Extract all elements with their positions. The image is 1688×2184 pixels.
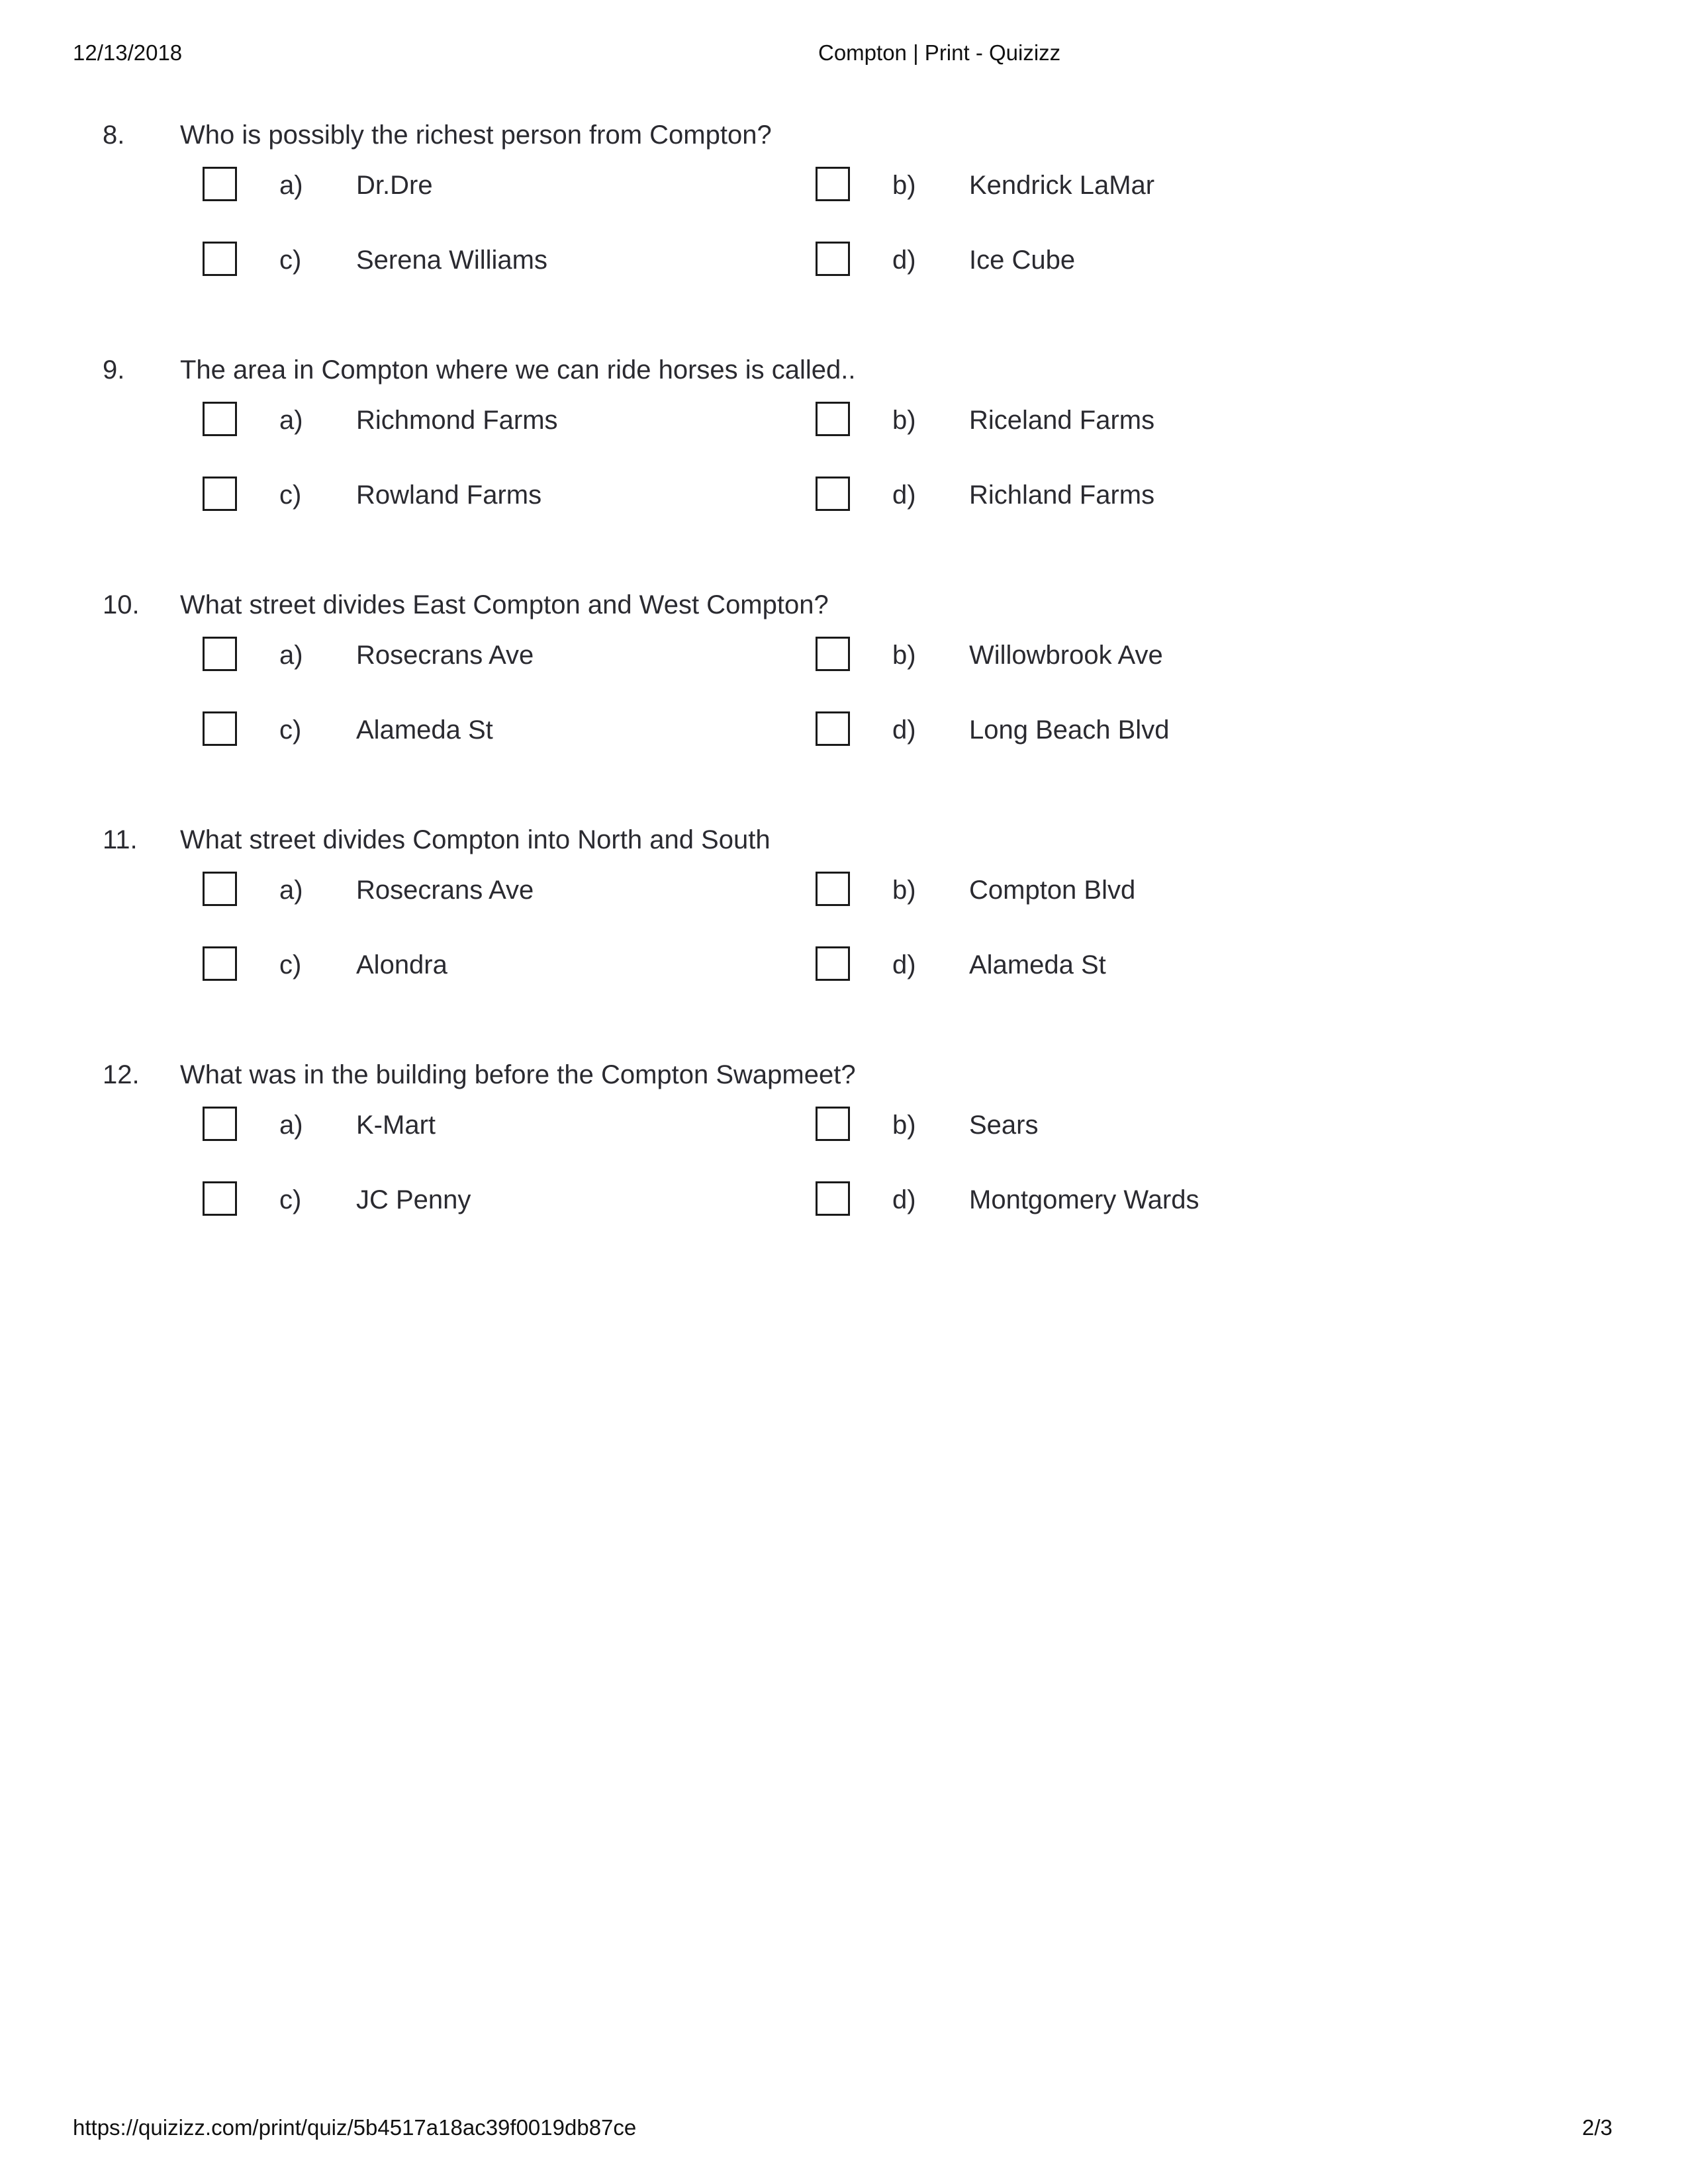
option-letter: b) bbox=[892, 876, 916, 905]
question-11 bbox=[0, 824, 1688, 1023]
option-letter: d) bbox=[892, 480, 916, 510]
option-checkbox[interactable] bbox=[203, 946, 237, 981]
option-text: Alondra bbox=[356, 950, 447, 979]
page-number: 2/3 bbox=[1582, 2115, 1613, 2140]
option-checkbox[interactable] bbox=[816, 1107, 850, 1141]
option-checkbox[interactable] bbox=[203, 1107, 237, 1141]
option-text: Richmond Farms bbox=[356, 406, 558, 435]
print-date: 12/13/2018 bbox=[73, 40, 183, 65]
question-number: 9. bbox=[103, 355, 125, 385]
option-letter: d) bbox=[892, 1185, 916, 1214]
option-text: Serena Williams bbox=[356, 246, 547, 275]
option-letter: d) bbox=[892, 246, 916, 275]
option-checkbox[interactable] bbox=[203, 711, 237, 746]
question-9 bbox=[0, 354, 1688, 553]
question-number: 12. bbox=[103, 1060, 140, 1089]
option-checkbox[interactable] bbox=[203, 637, 237, 671]
question-10 bbox=[0, 589, 1688, 788]
option-checkbox[interactable] bbox=[816, 1181, 850, 1216]
question-text: What was in the building before the Compton Swapmeet? bbox=[180, 1060, 856, 1089]
question-number: 11. bbox=[103, 825, 138, 854]
option-letter: d) bbox=[892, 950, 916, 979]
option-checkbox[interactable] bbox=[816, 637, 850, 671]
option-text: Alameda St bbox=[969, 950, 1106, 979]
option-letter: c) bbox=[279, 950, 302, 979]
option-checkbox[interactable] bbox=[816, 402, 850, 436]
option-letter: c) bbox=[279, 715, 302, 745]
option-text: Riceland Farms bbox=[969, 406, 1155, 435]
option-letter: a) bbox=[279, 1111, 303, 1140]
option-text: Willowbrook Ave bbox=[969, 641, 1163, 670]
option-text: Long Beach Blvd bbox=[969, 715, 1170, 745]
option-checkbox[interactable] bbox=[203, 402, 237, 436]
page-title: Compton | Print - Quizizz bbox=[818, 40, 1061, 65]
option-checkbox[interactable] bbox=[203, 477, 237, 511]
option-text: Sears bbox=[969, 1111, 1039, 1140]
option-checkbox[interactable] bbox=[816, 711, 850, 746]
option-letter: c) bbox=[279, 480, 302, 510]
option-letter: a) bbox=[279, 406, 303, 435]
option-text: Alameda St bbox=[356, 715, 493, 745]
option-letter: b) bbox=[892, 641, 916, 670]
question-8 bbox=[0, 119, 1688, 318]
question-text: What street divides East Compton and West Compton? bbox=[180, 590, 829, 619]
question-text: Who is possibly the richest person from Compton? bbox=[180, 120, 772, 150]
option-letter: d) bbox=[892, 715, 916, 745]
option-checkbox[interactable] bbox=[203, 1181, 237, 1216]
option-letter: b) bbox=[892, 1111, 916, 1140]
option-checkbox[interactable] bbox=[203, 242, 237, 276]
option-text: K-Mart bbox=[356, 1111, 436, 1140]
option-checkbox[interactable] bbox=[816, 242, 850, 276]
option-letter: a) bbox=[279, 641, 303, 670]
option-checkbox[interactable] bbox=[816, 167, 850, 201]
question-number: 8. bbox=[103, 120, 125, 150]
question-number: 10. bbox=[103, 590, 140, 619]
question-text: The area in Compton where we can ride horses is called.. bbox=[180, 355, 856, 385]
option-text: Montgomery Wards bbox=[969, 1185, 1199, 1214]
option-letter: c) bbox=[279, 246, 302, 275]
option-checkbox[interactable] bbox=[203, 872, 237, 906]
option-text: Richland Farms bbox=[969, 480, 1155, 510]
option-text: Dr.Dre bbox=[356, 171, 433, 200]
option-text: Rowland Farms bbox=[356, 480, 542, 510]
option-checkbox[interactable] bbox=[816, 477, 850, 511]
option-letter: c) bbox=[279, 1185, 302, 1214]
question-text: What street divides Compton into North and South bbox=[180, 825, 771, 854]
option-checkbox[interactable] bbox=[816, 872, 850, 906]
option-text: Compton Blvd bbox=[969, 876, 1136, 905]
option-text: Rosecrans Ave bbox=[356, 641, 534, 670]
page-url: https://quizizz.com/print/quiz/5b4517a18ac39f0019db87ce bbox=[73, 2115, 637, 2140]
option-letter: a) bbox=[279, 876, 303, 905]
option-text: Ice Cube bbox=[969, 246, 1076, 275]
option-checkbox[interactable] bbox=[816, 946, 850, 981]
option-letter: b) bbox=[892, 171, 916, 200]
option-text: JC Penny bbox=[356, 1185, 471, 1214]
question-12 bbox=[0, 1059, 1688, 1257]
option-checkbox[interactable] bbox=[203, 167, 237, 201]
option-text: Kendrick LaMar bbox=[969, 171, 1155, 200]
option-letter: b) bbox=[892, 406, 916, 435]
option-text: Rosecrans Ave bbox=[356, 876, 534, 905]
option-letter: a) bbox=[279, 171, 303, 200]
